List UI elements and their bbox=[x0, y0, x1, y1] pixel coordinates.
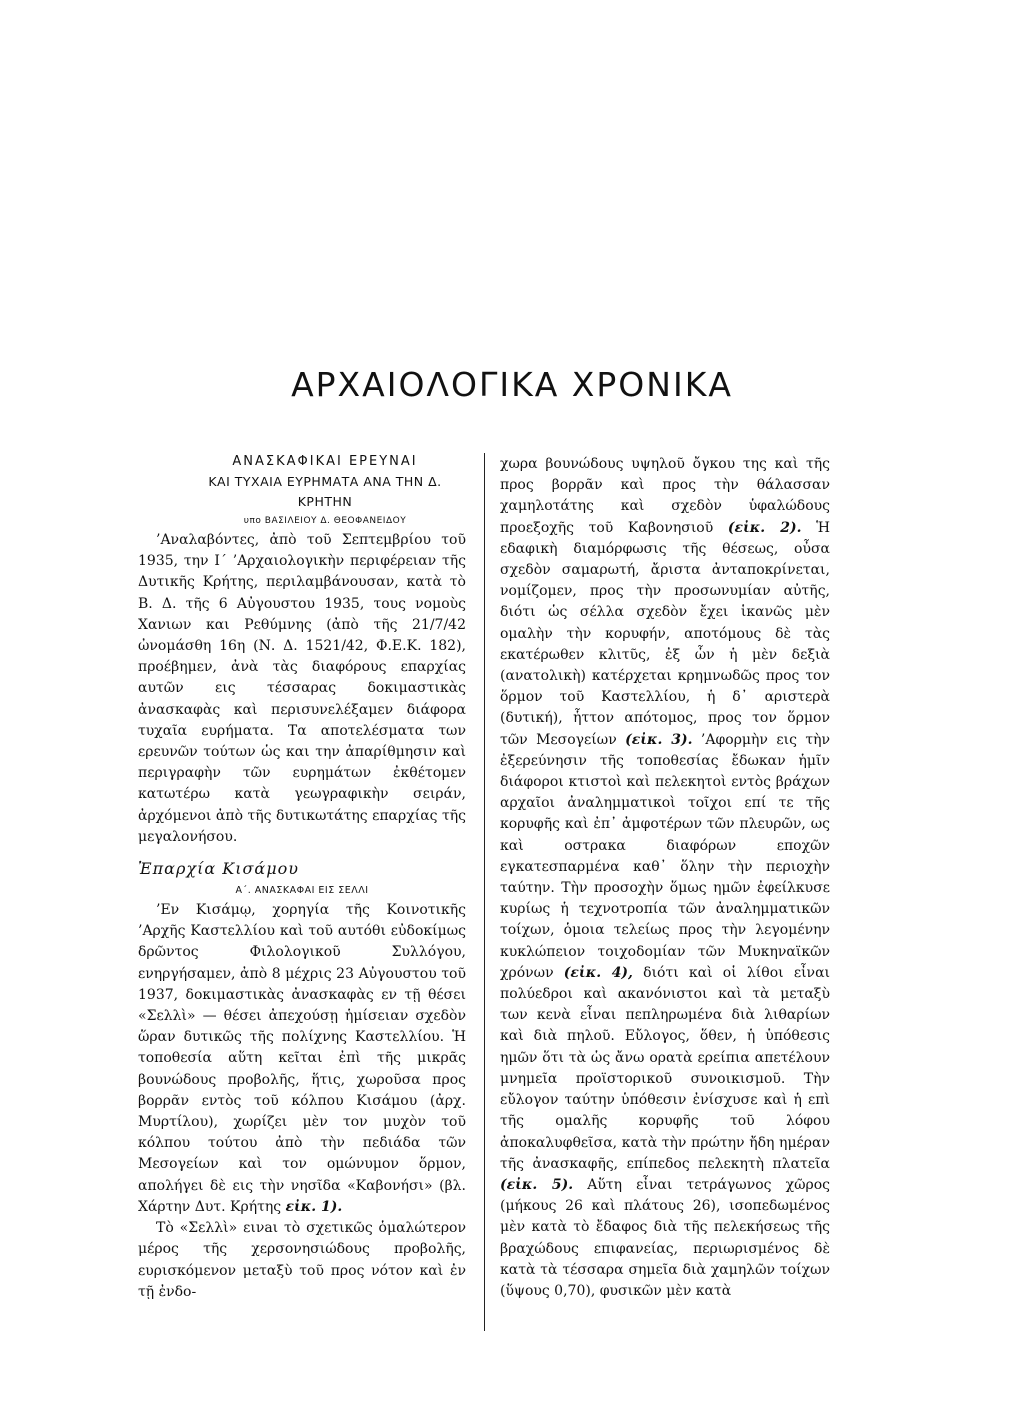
column-divider bbox=[484, 453, 485, 1331]
excavation-subheading: Α΄. ΑΝΑΣΚΑΦΑΙ ΕΙΣ ΣΕΛΛΙ bbox=[235, 885, 369, 897]
text-segment: ’Αφορμὴν εις τὴν ἐξερεύνησιν τῆς τοποθεσίας ἔδωκαν ἡμῖν διάφοροι κτιστοὶ καὶ πελεκητοὶ εντὸς βράχων αρχαῖοι ἀναλημματικοὶ τοῖχοι επί τε τῆς κορυφῆς καὶ ἐπ᾽ ἀμφοτέρων τῶν πλευρῶν, ως καὶ οστρακα διαφόρων εποχῶν εγκατεσπαρμένα καθ᾽ ὅλην τὴν περιοχὴν ταύτην. Τὴν προσοχὴν ὅμως ημῶν ἐφείλκυσε κυρίως ἡ τεχνοτροπία τῶν ἀναλημματικῶν τοίχων, ὁμοια τελείως προς τὴν λεγομένην κυκλώπειον τοιχοδομίαν τῶν Μυκηναϊκῶν χρόνων bbox=[500, 731, 830, 981]
figure-reference: (εἰκ. 5). bbox=[500, 1176, 574, 1193]
figure-reference: (εἰκ. 4), bbox=[563, 964, 633, 981]
selli-paragraph: Τὸ «Σελλὶ» εινaι τὸ σχετικῶς ὁμαλώτερον μέρος τῆς χερσονησιώδους προβολῆς, ευρισκόμενον μεταξὺ τοῦ προς νότον καὶ ἐν τῇ ἐνδο- bbox=[138, 1220, 466, 1300]
text-segment: Αὕτη εἶναι τετράγωνος χῶρος (μήκους 26 καὶ πλάτους 26), ισοπεδωμένος μὲν κατὰ τὸ ἔδαφος διὰ τῆς πελεκήσεως τῆς βραχώδους επιφανείας, περιωρισμένος δὲ κατὰ τὰ τέσσαρα σημεῖα διὰ χαμηλῶν τοίχων (ὕψους 0,70), φυσικῶν μὲν κατὰ bbox=[500, 1176, 831, 1299]
figure-reference: εἰκ. 1). bbox=[285, 1198, 343, 1215]
section-header bbox=[138, 452, 466, 530]
continuation-paragraph bbox=[500, 454, 830, 1302]
figure-reference: (εἰκ. 2). bbox=[727, 519, 802, 536]
excavation-paragraph bbox=[138, 900, 466, 1218]
section-title-line1: ΑΝΑΣΚΑΦΙΚΑΙ ΕΡΕΥΝΑΙ bbox=[232, 454, 418, 469]
intro-paragraph: ’Αναλαβόντες, ἀπὸ τοῦ Σεπτεμβρίου τοῦ 1935, την Ι΄ ’Αρχαιολογικὴν περιφέρειαν τῆς Δυτικῆς Κρήτης, περιλαμβάνουσαν, κατὰ τὸ Β. Δ. τῆς 6 Αὐγουστου 1935, τους νομοὺς Χανιων και Ρεθύμνης (ἀπὸ τῆς 21/7/42 ὠνομάσθη 16η (Ν. Δ. 1521/42, Φ.Ε.Κ. 182), προέβημεν, ἀνὰ τὰς διαφόρους επαρχίας αυτῶν εις τέσσαρας δοκιμαστικὰς ἀνασκαφὰς καὶ περισυνελέξαμεν διάφορα τυχαῖα ευρήματα. Τα αποτελέσματα των ερευνῶν τούτων ὡς και την ἀπαρίθμησιν καὶ περιγραφὴν τῶν ευρημάτων ἐκθέτομεν κατωτέρω κατὰ γεωγραφικὴν σειράν, ἀρχόμενοι ἀπὸ τῆς δυτικωτάτης επαρχίας τῆς μεγαλονήσου. bbox=[138, 532, 466, 845]
left-column bbox=[138, 452, 466, 1303]
text-segment: Ἡ εδαφικὴ διαμόρφωσις τῆς θέσεως, οὖσα σχεδὸν σαμαρωτή, ἄριστα ἀνταποκρίνεται, νομίζομεν, προς τὴν προσωνυμίαν αὐτῆς, διότι ὡς σέλλα σχεδὸν ἔχει ἱκανῶς μὲν ομαλὴν τὴν κορυφήν, αποτόμους δὲ τὰς εκατέρωθεν κλιτῦς, ἐξ ὧν ἡ μὲν δεξιὰ (ανατολικὴ) κατέρχεται κρημνωδῶς προς τον ὅρμον τοῦ Καστελλίου, ἡ δ᾽ αριστερὰ (δυτική), ἧττον απότομος, προς τον ὅρμον τῶν Μεσογείων bbox=[500, 519, 830, 748]
text-segment: διότι καὶ οἱ λίθοι εἶναι πολύεδροι καὶ ακανόνιστοι καὶ τὰ μεταξὺ των κενὰ εἶναι πεπληρωμένα διὰ λιθαρίων καὶ διὰ πηλοῦ. Εὔλογος, ὅθεν, ἡ ὑπόθεσις ημῶν ὅτι τὰ ὡς ἄνω ορατὰ ερείπια απετέλουν μνημεῖα προϊστορικοῦ συνοικισμοῦ. Τὴν εὔλογον ταύτην ὑπόθεσιν ἐνίσχυσε καὶ ἡ επὶ τῆς ομαλῆς κορυφῆς τοῦ λόφου ἀποκαλυφθεῖσα, κατὰ τὴν πρώτην ἤδη ημέραν τῆς ἀνασκαφῆς, επίπεδος πελεκητὴ πλατεῖα bbox=[500, 964, 831, 1172]
text-segment: χωρα βουνώδους υψηλοῦ ὄγκου της καὶ τῆς προς βορρᾶν καὶ προς τὴν θάλασσαν χαμηλοτάτης καὶ σχεδὸν ὑφαλώδους προεξοχῆς τοῦ Καβονησιοῦ bbox=[500, 456, 830, 536]
page-title: ΑΡΧΑΙΟΛΟΓΙΚΑ ΧΡΟΝΙΚΑ bbox=[291, 365, 733, 404]
figure-reference: (εἰκ. 3). bbox=[625, 731, 693, 748]
right-column bbox=[500, 454, 830, 1302]
excavation-text: ’Εν Κισάμῳ, χορηγία τῆς Κοινοτικῆς ’Αρχῆς Καστελλίου καὶ τοῦ αυτόθι εὐδοκίμως δρῶντος Φιλολογικοῦ Συλλόγου, ενηργήσαμεν, ἀπὸ 8 μέχρις 23 Αὐγουστου τοῦ 1937, δοκιμαστικὰς ἀνασκαφὰς εν τῇ θέσει «Σελλὶ» — θέσει ἀπεχούσῃ ἡμίσειαν σχεδὸν ὥραν δυτικῶς τῆς πολίχνης Καστελλίου. Ἡ τοποθεσία αὕτη κεῖται ἐπὶ τῆς μικρᾶς βουνώδους προβολῆς, ἥτις, χωροῦσα προς βορρᾶν εντὸς τοῦ κόλπου Κισάμου (ἀρχ. Μυρτίλου), χωρίζει μὲν τον μυχὸν τοῦ κόλπου τούτου ἀπὸ τὴν πεδιάδα τῶν Μεσογείων καὶ τον ομώνυμον ὅρμον, απολήγει δὲ εις τὴν νησῖδα «Καβονήσι» (βλ. Χάρτην Δυτ. Κρήτης bbox=[138, 902, 466, 1215]
section-title-line2: ΚΑΙ ΤΥΧΑΙΑ ΕΥΡΗΜΑΤΑ ΑΝΑ ΤΗΝ Δ. ΚΡΗΤΗΝ bbox=[208, 474, 442, 509]
region-heading: Ἐπαρχία Κισάμου bbox=[138, 859, 299, 879]
author-line: υπο ΒΑΣΙΛΕΙΟΥ Δ. ΘΕΟΦΑΝΕΙΔΟΥ bbox=[243, 516, 407, 526]
